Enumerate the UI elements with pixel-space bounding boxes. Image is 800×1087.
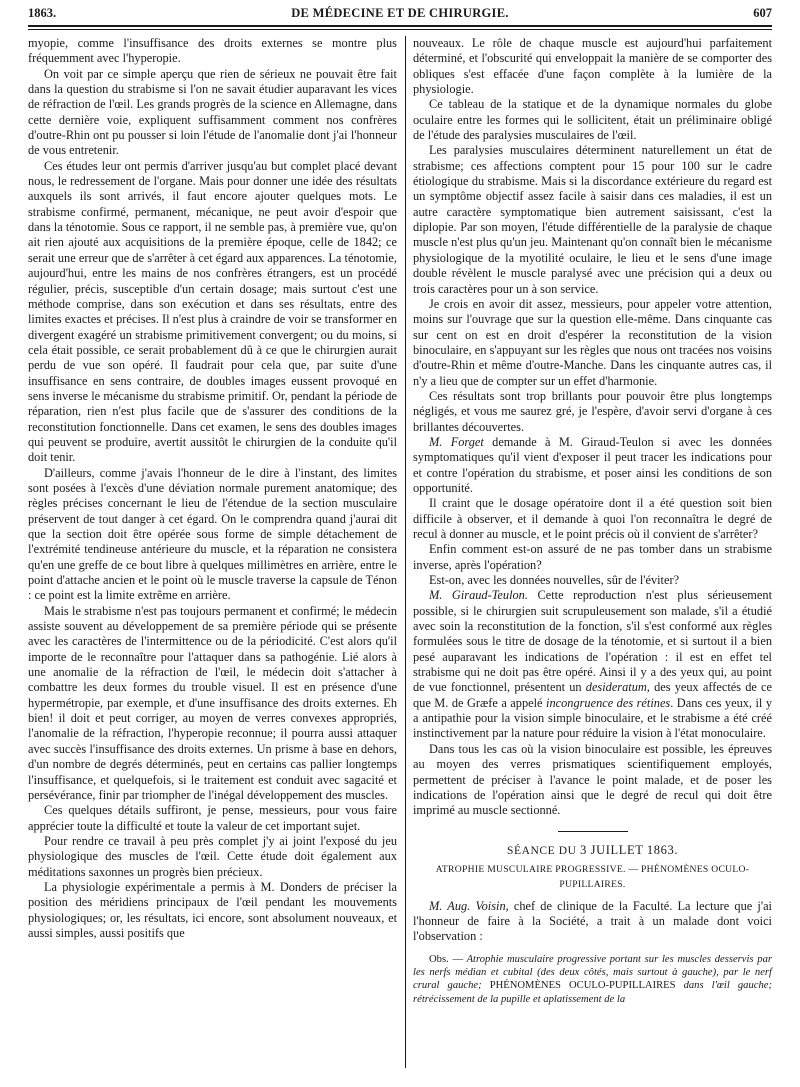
obs-label: Obs. — [429,953,464,965]
paragraph-text: chef de clinique de la Faculté. La lecture que j'ai l'honneur de faire à la Société, a trait à un malade dont voici l'observation : [413,898,772,944]
paragraph: Mais le strabisme n'est pas toujours permanent et confirmé; le médecin assiste souvent au développement de sa première période qui se présente avec les caractères de l'intermittence ou de la périodicité. C'est alors qu'il importe de le reconnaître pour l'attaquer dans sa pathogénie. Lié alors à une anomalie de la réfraction de l'œil, le médecin doit s'attacher à combattre les deux formes du trouble visuel. Il est en présence d'une hypermétropie, par exemple, et d'une insuffisance des droits externes. Eh bien! il doit et peut corriger, au moyen de verres convexes appropriés, l'anomalie de la réfraction, l'hyperopie reconnue; il pourra aussi attaquer avec succès l'insuffisance des droits externes. Un prisme à base en dehors, d'un nombre de degrés déterminés, peut en certains cas pallier longtemps l'insuffisance, et quelquefois, si le traitement est conduit avec sagacité et persévérance, finir par triompher de l'inégal développement des muscles. [28,603,397,802]
paragraph: Dans tous les cas où la vision binoculaire est possible, les épreuves au moyen des verres prismatiques scientifiquement employés, permettent de préciser à l'avance le point malade, et de poser les indications de l'opération ainsi que le degré de recul qui doit être imprimé au muscle sectionné. [413,741,772,818]
column-divider [405,36,406,1068]
seance-year: 1863. [646,842,679,857]
italic-term: desideratum [585,680,647,695]
seance-label: SÉANCE DU [506,844,577,857]
paragraph: Ce tableau de la statique et de la dynamique normales du globe oculaire entre les formes qui le sollicitent, était un préliminaire obligé de l'étude des paralysies musculaires de l'œil. [413,97,772,143]
paragraph: Pour rendre ce travail à peu près complet j'y ai joint l'exposé du jeu physiologique des muscles de l'œil. Cette étude doit également aux méditations saxonnes un progrès bien précieux. [28,833,397,879]
section-subheading: ATROPHIE MUSCULAIRE PROGRESSIVE. — PHÉNOMÈNES OCULO-PUPILLAIRES. [435,863,750,891]
header-year: 1863. [28,6,57,20]
observation-text [413,953,772,1007]
paragraph: myopie, comme l'insuffisance des droits externes se montre plus fréquemment avec l'hyperopie. [28,36,397,66]
seance-heading [413,843,772,859]
header-rule-thin [28,29,772,30]
paragraph: On voit par ce simple aperçu que rien de sérieux ne pouvait être fait dans la question du strabisme si l'on ne savait étudier auparavant les vices de réfraction de l'œil. Les grands progrès de la science en Allemagne, dans cette dernière voie, expliquent suffisamment comment nos confrères d'outre-Rhin ont pu pousser si loin l'étude de l'anomalie dont j'ai l'honneur de vous entretenir. [28,66,397,158]
paragraph: Enfin comment est-on assuré de ne pas tomber dans un strabisme inverse, après l'opération? [413,542,772,572]
page-number: 607 [753,6,772,20]
observation-block [413,953,772,1007]
obs-italic: Atrophie musculaire progressive portant sur les muscles desservis par les nerfs médian et cubital (des deux côtés, mais surtout à gauche), par le nerf crural gauche; [413,953,772,992]
paragraph: nouveaux. Le rôle de chaque muscle est aujourd'hui parfaitement déterminé, et l'obscurité qui enveloppait la manière de se comporter des obliques s'est effacée d'une façon complète à la lumière de la physiologie. [413,36,772,97]
paragraph: Ces quelques détails suffiront, je pense, messieurs, pour vous faire apprécier toute la difficulté et toute la valeur de cet important sujet. [28,803,397,833]
paragraph: La physiologie expérimentale a permis à M. Donders de préciser la position des méridiens principaux de l'œil pendant les mouvements physiologiques; or, les résultats, ici encore, sont absolument nouveaux, et aussi simples, aussi positifs que [28,879,397,940]
obs-caps: PHÉNOMÈNES OCULO-PUPILLAIRES [481,980,676,992]
paragraph-text: demande à M. Giraud-Teulon si avec les données symptomatiques qu'il vient d'exposer il peut tracer les indications pour et contre l'opération du strabisme, et poser ainsi les conditions de son opportunité. [413,434,772,495]
paragraph: Ces études leur ont permis d'arriver jusqu'au but complet placé devant nous, le redressement de l'organe. Mais pour donner une idée des résultats auxquels ils sont arrivés, il faut encore ajouter quelques mots. Le strabisme confirmé, permanent, mécanique, ne peut avoir d'espoir que dans la ténotomie. Sous ce rapport, il ne semble pas, à première vue, qu'on ait rien ajouté aux acquisitions de la première époque, celle de 1842; ce serait une erreur que de s'arrêter à cet égard aux apparences. La ténotomie, aujourd'hui, entre les mains de nos confrères étrangers, est un procédé régulier, précis, susceptible d'un certain dosage; mais surtout c'est une méthode comprise, dans son exécution et dans ses résultats, entre des limites exactes et précises. Il n'est plus à craindre de voir se transformer en divergent exagéré un strabisme primitivement convergent; ou du moins, si cela était possible, ce serait probablement dû à ce que le chirurgien aurait perdu de vue son opéré. Il faudrait pour cela que, par suite d'une insuffisance en sens contraire, de doubles images eussent provoqué en sens inverse le mécanisme du strabisme primitif. Or, pendant la période de réparation, rien n'est plus facile que de s'assurer des conditions de la reconstitution fonctionnelle. Dans cet examen, le sens des doubles images qui peuvent se produire, avertit aussitôt le chirurgien de la conduite qu'il doit tenir. [28,158,397,465]
paragraph: Ces résultats sont trop brillants pour pouvoir être plus longtemps négligés, et vous me saurez gré, je l'espère, d'avoir servi d'organe à ces brillantes découvertes. [413,388,772,434]
speaker-name: M. Giraud-Teulon. [429,588,528,603]
paragraph-giraud-teulon [413,588,772,741]
paragraph-text: . Dans ces yeux, il y a antipathie pour la vision simple binoculaire, et le strabisme a été créé instinctivement par la nature pour réduire la vision à l'état monoculaire. [413,695,773,741]
seance-date: 3 JUILLET [580,842,644,857]
paragraph-forget [413,435,772,496]
header-rule [28,25,772,27]
paragraph: Il craint que le dosage opératoire dont il a été question soit bien difficile à observer, et il demande à quoi l'on reconnaîtra le degré de recul à donner au muscle, et le point précis où il convient de s'arrêter? [413,496,772,541]
paragraph: Je crois en avoir dit assez, messieurs, pour appeler votre attention, moins sur l'ouvrage que sur la question elle-même. Dans cinquante cas sur cent on est en droit d'espérer la reconstitution de la vision binoculaire, en s'appuyant sur les règles que nous ont tracées nos voisins d'outre-Rhin et même d'outre-Manche. Dans les cinquante autres cas, il n'y a lieu que de compter sur un effet d'harmonie. [413,296,772,388]
paragraph-text: Cette reproduction n'est plus sérieusement possible, si le chirurgien suit scrupuleusement son malade, s'il a étudié avec soin la reconstitution de la fonction, s'il s'est conformé aux règles formulées sous le titre de dosage de la ténotomie, et si surtout il a bien pesé auparavant les indications de l'opération : il est en effet tel strabisme qui ne doit pas être opéré. Ainsi il y a des yeux qui, au point de vue fonctionnel, présentent un [413,588,772,695]
header-title: DE MÉDECINE ET DE CHIRURGIE. [291,6,509,20]
right-column [413,36,772,1006]
italic-term: incongruence des rétines [546,695,671,710]
left-column [28,36,397,941]
paragraph: Est-on, avec les données nouvelles, sûr de l'éviter? [429,573,680,588]
running-header [28,4,772,24]
paragraph-voisin [413,899,772,945]
speaker-name: M. Aug. Voisin, [429,898,509,913]
speaker-name: M. Forget [429,434,484,449]
section-separator [558,831,628,832]
paragraph-text: , des yeux affectés de ce que M. de Græfe a appelé [413,680,772,710]
paragraph: D'ailleurs, comme j'avais l'honneur de le dire à l'instant, des limites sont posées à l'excès d'une déviation normale purement anatomique; des règles précises concernant le lieu de l'étendue de la section musculaire préservent de tout danger à cet égard. On le comprendra quand j'aurai dit que la section doit être opérée sous forme de simple détachement de l'extrémité tendineuse antérieure du muscle, et la réparation ne consistera qu'en une greffe de ce bout libre à quelques millimètres en arrière, entre le point d'attache ancien et le point où le muscle traverse la capsule de Ténon : ce point est la limite extrême en arrière. [28,465,397,603]
paragraph: Les paralysies musculaires déterminent naturellement un état de strabisme; ces affections comptent pour 15 pour 100 sur le cadre étiologique du strabisme. Mais si la discordance extérieure du regard est un symptôme objectif assez facile à saisir dans ces maladies, il est un autre caractère symptomatique bien autrement saisissant, c'est la diplopie. Par son moyen, l'étude différentielle de la paralysie de chaque muscle n'est plus qu'un jeu. Maintenant qu'on connaît bien le mécanisme physiologique de la myotilité oculaire, le lieu et le sens d'une image double révèlent le muscle paralysé avec une précision qui a deux ou trois caractères pour un à son service. [413,143,772,296]
obs-italic: dans l'œil gauche; rétrécissement de la pupille et aplatissement de la [413,980,772,1005]
